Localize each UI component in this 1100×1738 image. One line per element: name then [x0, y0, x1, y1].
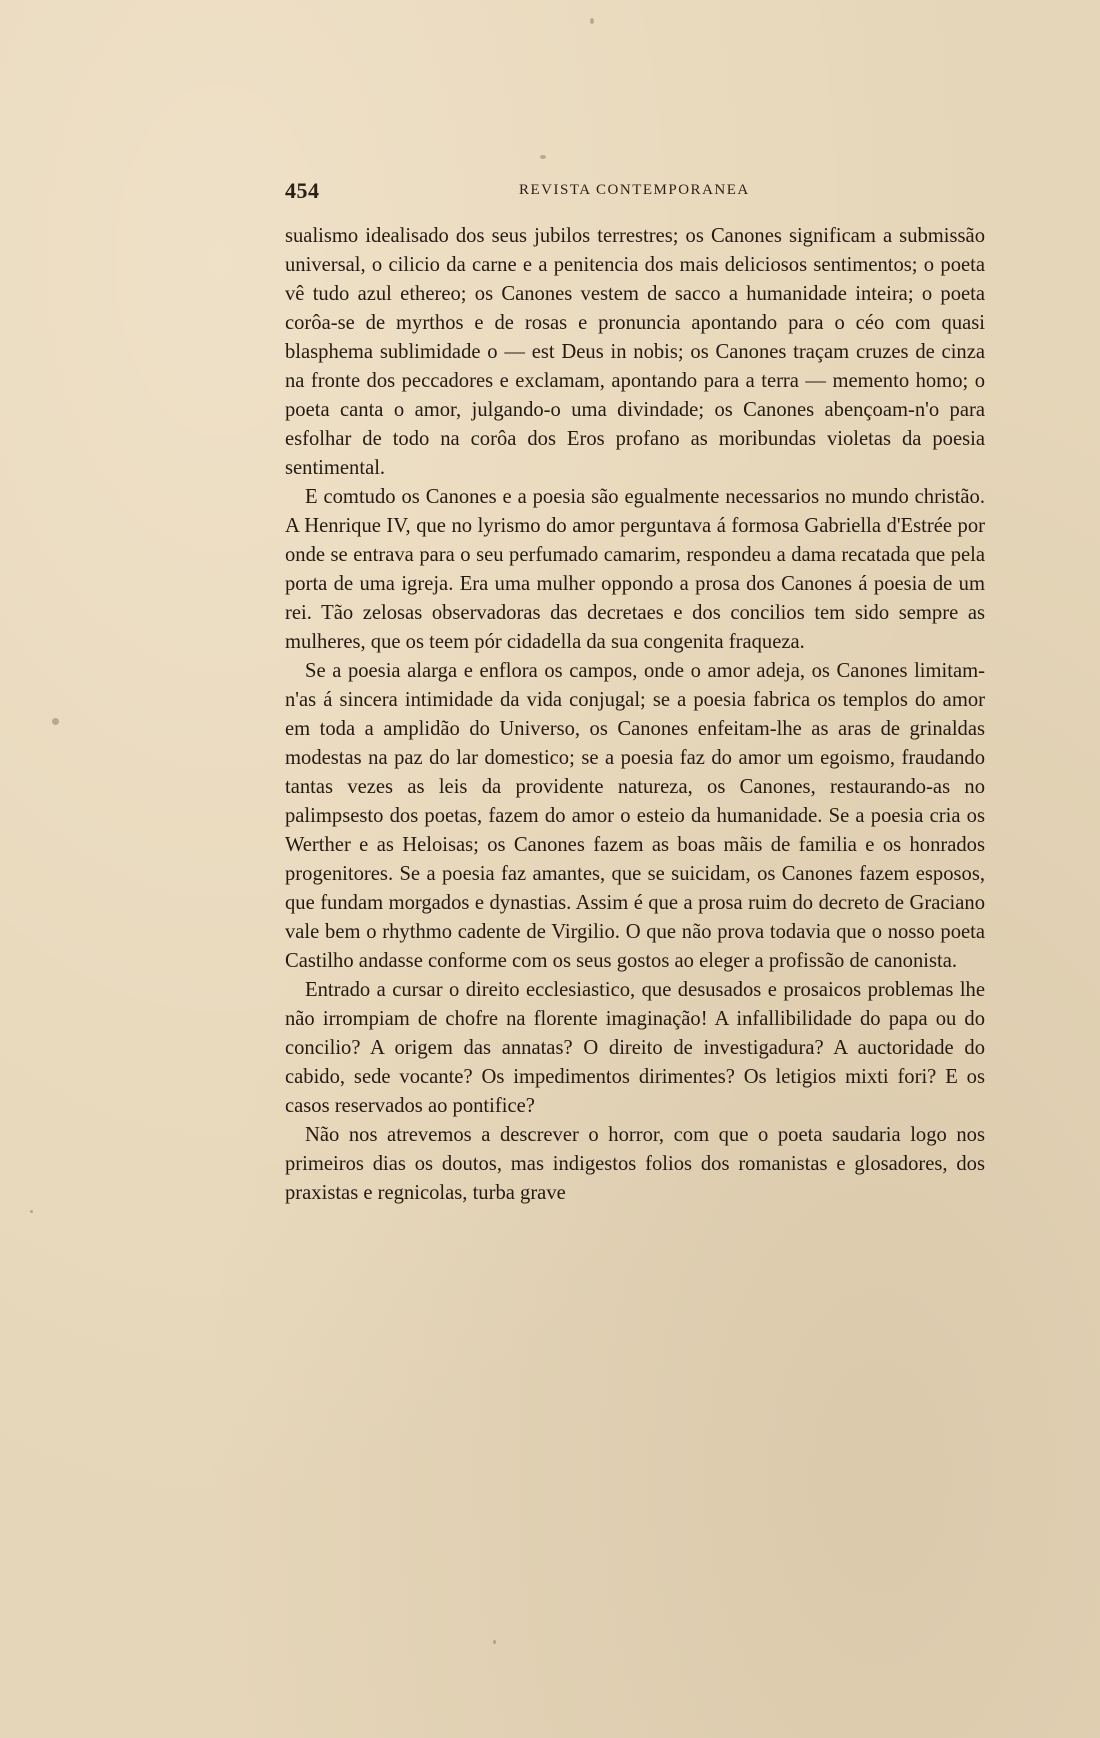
paragraph: sualismo idealisado dos seus jubilos terrestres; os Canones significam a submissão universal, o cilicio da carne e a penitencia dos mais deliciosos sentimentos; o poeta vê tudo azul ethereo; os Canones vestem de sacco a humanidade inteira; o poeta corôa-se de myrthos e de rosas e pronuncia apontando para o céo com quasi blasphema sublimidade o — est Deus in nobis; os Canones traçam cruzes de cinza na fronte dos peccadores e exclamam, apontando para a terra — memento homo; o poeta canta o amor, julgando-o uma divindade; os Canones abençoam-n'o para esfolhar de todo na corôa dos Eros profano as moribundas violetas da poesia sentimental. [285, 225, 985, 479]
paragraph: E comtudo os Canones e a poesia são egualmente necessarios no mundo christão. A Henrique IV, que no lyrismo do amor perguntava á formosa Gabriella d'Estrée por onde se entrava para o seu perfumado camarim, respondeu a dama recatada que pela porta de uma igreja. Era uma mulher oppondo a prosa dos Canones á poesia de um rei. Tão zelosas observadoras das decretaes e dos concilios tem sido sempre as mulheres, que os teem pór cidadella da sua congenita fraqueza. [285, 486, 985, 653]
page-header [285, 178, 978, 204]
paper-speck [30, 1210, 33, 1213]
paragraph: Entrado a cursar o direito ecclesiastico, que desusados e prosaicos problemas lhe não irrompiam de chofre na florente imaginação! A infallibilidade do papa ou do concilio? A origem das annatas? O direito de investigadura? A auctoridade do cabido, sede vocante? Os impedimentos dirimentes? Os letigios mixti fori? E os casos reservados ao pontifice? [285, 979, 985, 1117]
paper-speck [590, 18, 594, 24]
body-text [285, 222, 985, 1208]
paper-speck [540, 155, 546, 159]
paper-speck [52, 718, 59, 725]
paragraph: Se a poesia alarga e enflora os campos, onde o amor adeja, os Canones limitam-n'as á sincera intimidade da vida conjugal; se a poesia fabrica os templos do amor em toda a amplidão do Universo, os Canones enfeitam-lhe as aras de grinaldas modestas na paz do lar domestico; se a poesia faz do amor um egoismo, fraudando tantas vezes as leis da providente natureza, os Canones, restaurando-as no palimpsesto dos poetas, fazem do amor o esteio da humanidade. Se a poesia cria os Werther e as Heloisas; os Canones fazem as boas mãis de familia e os honrados progenitores. Se a poesia faz amantes, que se suicidam, os Canones fazem esposos, que fundam morgados e dynastias. Assim é que a prosa ruim do decreto de Graciano vale bem o rhythmo cadente de Virgilio. O que não prova todavia que o nosso poeta Castilho andasse conforme com os seus gostos ao eleger a profissão de canonista. [285, 660, 985, 972]
paper-speck [493, 1640, 496, 1644]
paragraph: Não nos atrevemos a descrever o horror, com que o poeta saudaria logo nos primeiros dias os doutos, mas indigestos folios dos romanistas e glosadores, dos praxistas e regnicolas, turba grave [285, 1124, 985, 1204]
running-head: REVISTA CONTEMPORANEA [519, 182, 750, 198]
page-number: 454 [285, 178, 320, 203]
